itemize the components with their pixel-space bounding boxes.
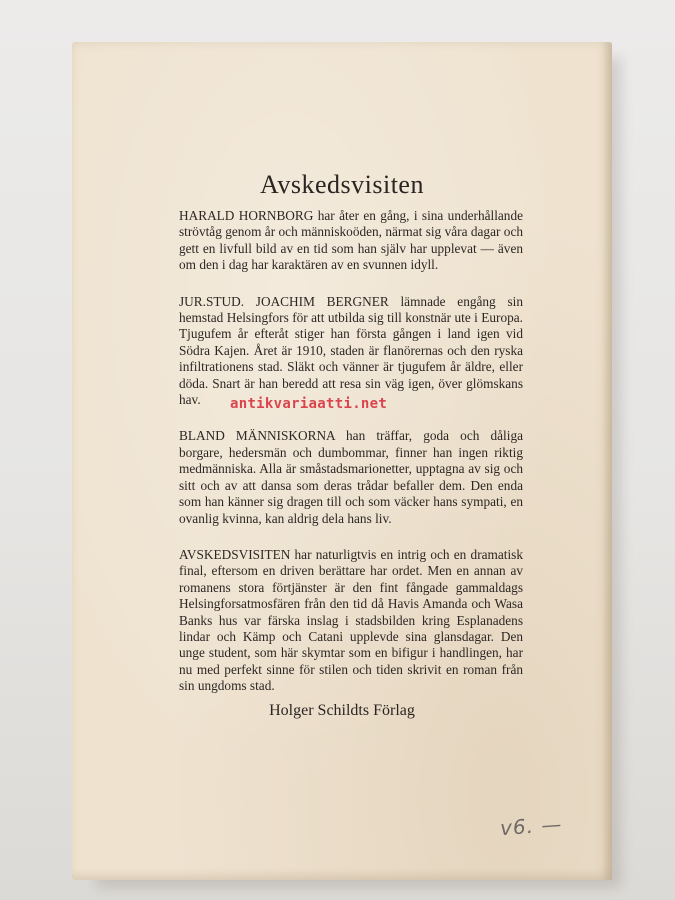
page-edge [602,42,612,880]
blurb-paragraph-1: HARALD HORNBORG har åter en gång, i sina underhållande strövtåg genom år och människoöden, närmat sig våra dagar och gett en livfull bild av en tid som han själv har upplevat — även om den i dag har karaktären av en svunnen idyll. [179,208,523,273]
book-back-cover [72,42,612,880]
pencil-price-note: v6. — [499,811,564,841]
publisher-name: Holger Schildts Förlag [269,702,415,719]
blurb-paragraph-4: AVSKEDSVISITEN har naturligtvis en intrig och en dramatisk final, eftersom en driven berättare har ordet. Men en annan av romanens stora förtjänster är den fint fångade gammaldags Helsingforsatmosfären från den tid då Havis Amanda och Wasa Banks hus var färska inslag i stadsbilden kring Esplanadens lindar och Kämp och Catani upplevde sina glansdagar. Den unge student, som här skymtar som en bifigur i handlingen, har nu med perfekt sinne för stilen och tiden skrivit en roman från sin ungdoms stad. [179,546,523,694]
book-title: Avskedsvisiten [260,170,424,199]
blurb-text [179,208,523,715]
blurb-paragraph-3: BLAND MÄNNISKORNA han träffar, goda och dåliga borgare, hedersmän och dumbommar, finner han ingen riktig medmänniska. Alla är småstadsmarionetter, upptagna av sig och sitt och av att dansa som deras trådar befaller dem. Den enda som han känner sig dragen till och som väcker hans sympati, en ovanlig kvinna, kan aldrig dela hans liv. [179,428,523,526]
watermark-text: antikvariaatti.net [230,396,388,412]
blurb-paragraph-2: JUR.STUD. JOACHIM BERGNER lämnade engång sin hemstad Helsingfors för att utbilda sig till konstnär ute i Europa. Tjugufem år efteråt stiger han första gången i land igen vid Södra Kajen. Året är 1910, staden är flanörernas och den ryska infiltrationens stad. Släkt och vänner är tjugufem år äldre, eller döda. Snart är han beredd att resa sin väg igen, över glömskans hav. [179,293,523,408]
